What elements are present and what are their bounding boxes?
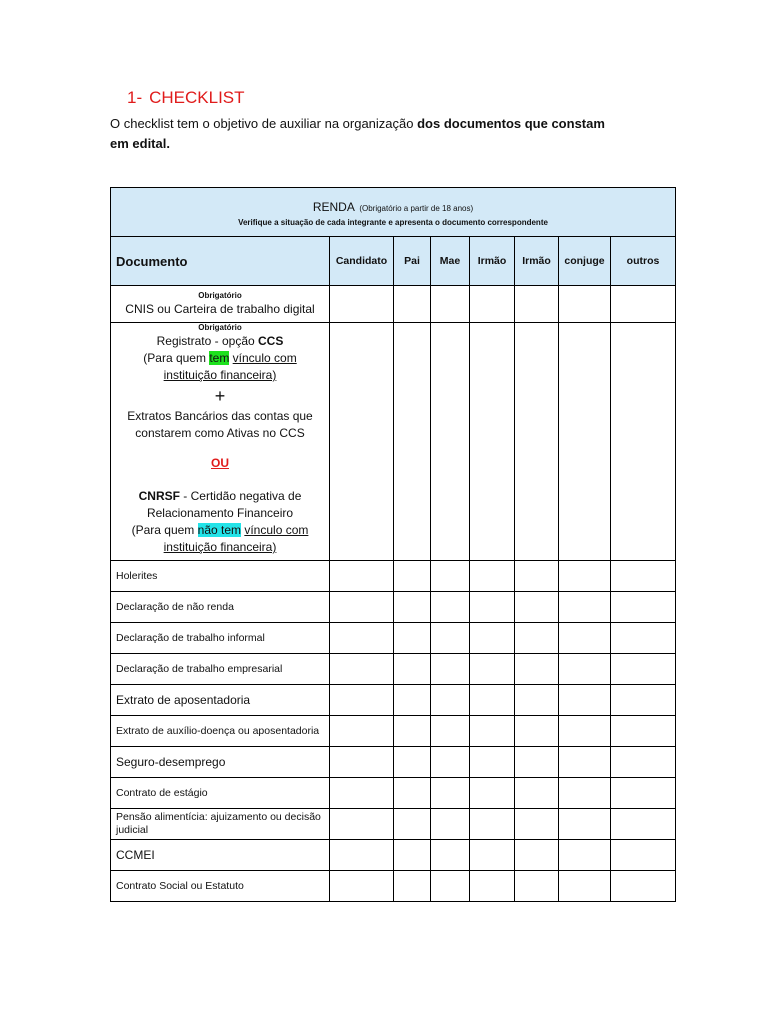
document-cell: Pensão alimentícia: ajuizamento ou decisão judicial <box>111 809 330 840</box>
checkbox-cell[interactable] <box>611 716 676 747</box>
checkbox-cell[interactable] <box>394 716 431 747</box>
checkbox-cell[interactable] <box>611 840 676 871</box>
checkbox-cell[interactable] <box>515 561 559 592</box>
checkbox-cell[interactable] <box>394 685 431 716</box>
checkbox-cell[interactable] <box>559 323 611 561</box>
cnrsf-text: - Certidão negativa de <box>179 489 302 503</box>
document-cell: Declaração de não renda <box>111 592 330 623</box>
renda-title: RENDA <box>312 199 355 214</box>
renda-subtitle: Verifique a situação de cada integrante e apresenta o documento correspondente <box>238 217 548 227</box>
checkbox-cell[interactable] <box>431 623 470 654</box>
column-header: Pai <box>394 237 431 286</box>
instituicao-text: instituição financeira) <box>163 368 277 382</box>
checkbox-cell[interactable] <box>515 323 559 561</box>
checkbox-cell[interactable] <box>559 747 611 778</box>
intro-paragraph <box>110 114 610 154</box>
checkbox-cell[interactable] <box>330 323 394 561</box>
checkbox-cell[interactable] <box>431 654 470 685</box>
checkbox-cell[interactable] <box>515 592 559 623</box>
checkbox-cell[interactable] <box>611 747 676 778</box>
checkbox-cell[interactable] <box>431 592 470 623</box>
checkbox-cell[interactable] <box>330 778 394 809</box>
checkbox-cell[interactable] <box>559 592 611 623</box>
section-heading <box>127 88 245 108</box>
mandatory-label: Obrigatório <box>198 290 242 300</box>
checkbox-cell[interactable] <box>470 654 515 685</box>
table-row <box>111 747 676 778</box>
checkbox-cell[interactable] <box>330 561 394 592</box>
checkbox-cell[interactable] <box>470 286 515 323</box>
plus-sign: + <box>214 386 226 406</box>
checkbox-cell[interactable] <box>330 809 394 840</box>
ou-label: OU <box>211 456 229 470</box>
checkbox-cell[interactable] <box>559 561 611 592</box>
checkbox-cell[interactable] <box>330 592 394 623</box>
checkbox-cell[interactable] <box>431 871 470 902</box>
document-cell: Declaração de trabalho informal <box>111 623 330 654</box>
cnrsf-bold: CNRSF <box>138 489 180 503</box>
checkbox-cell[interactable] <box>559 286 611 323</box>
para-quem-text-2: (Para quem <box>131 523 198 537</box>
table-row <box>111 323 676 561</box>
ccs-bold: CCS <box>258 334 284 348</box>
checkbox-cell[interactable] <box>559 871 611 902</box>
instituicao-text-2: instituição financeira) <box>163 540 277 554</box>
table-row <box>111 592 676 623</box>
table-row <box>111 654 676 685</box>
renda-note: (Obrigatório a partir de 18 anos) <box>359 203 474 213</box>
document-cell: Seguro-desemprego <box>111 747 330 778</box>
checkbox-cell[interactable] <box>431 747 470 778</box>
checkbox-cell[interactable] <box>559 809 611 840</box>
checkbox-cell[interactable] <box>611 685 676 716</box>
checkbox-cell[interactable] <box>470 716 515 747</box>
checkbox-cell[interactable] <box>470 685 515 716</box>
checkbox-cell[interactable] <box>611 323 676 561</box>
column-header-row <box>111 237 676 286</box>
checkbox-cell[interactable] <box>470 809 515 840</box>
document-cell: CCMEI <box>111 840 330 871</box>
document-cell: Extrato de aposentadoria <box>111 685 330 716</box>
checkbox-cell[interactable] <box>394 623 431 654</box>
registrato-text: Registrato - opção <box>156 334 259 348</box>
checkbox-cell[interactable] <box>470 561 515 592</box>
document-cell: Contrato de estágio <box>111 778 330 809</box>
checkbox-cell[interactable] <box>611 871 676 902</box>
checkbox-cell[interactable] <box>330 286 394 323</box>
checkbox-cell[interactable] <box>431 778 470 809</box>
table-row <box>111 561 676 592</box>
checkbox-cell[interactable] <box>611 286 676 323</box>
checkbox-cell[interactable] <box>330 871 394 902</box>
para-quem-text: (Para quem <box>143 351 210 365</box>
checkbox-cell[interactable] <box>394 840 431 871</box>
column-header: Irmão <box>515 237 559 286</box>
checkbox-cell[interactable] <box>470 871 515 902</box>
checklist-table <box>110 187 676 902</box>
intro-text: O checklist tem o objetivo de auxiliar na organização <box>110 116 418 131</box>
checkbox-cell[interactable] <box>515 809 559 840</box>
checkbox-cell[interactable] <box>330 654 394 685</box>
document-cell: Holerites <box>111 561 330 592</box>
checkbox-cell[interactable] <box>394 871 431 902</box>
checkbox-cell[interactable] <box>515 286 559 323</box>
checkbox-cell[interactable] <box>470 778 515 809</box>
column-header: Candidato <box>330 237 394 286</box>
checkbox-cell[interactable] <box>515 685 559 716</box>
checkbox-cell[interactable] <box>470 592 515 623</box>
checkbox-cell[interactable] <box>559 623 611 654</box>
checkbox-cell[interactable] <box>330 685 394 716</box>
table-row <box>111 840 676 871</box>
checkbox-cell[interactable] <box>394 323 431 561</box>
document-label: CNIS ou Carteira de trabalho digital <box>125 301 315 316</box>
checkbox-cell[interactable] <box>330 716 394 747</box>
checkbox-cell[interactable] <box>611 778 676 809</box>
tem-highlight: tem <box>209 351 230 365</box>
checkbox-cell[interactable] <box>559 654 611 685</box>
checkbox-cell[interactable] <box>330 623 394 654</box>
checkbox-cell[interactable] <box>611 623 676 654</box>
table-row <box>111 871 676 902</box>
section-number: 1- <box>127 88 143 107</box>
table-row <box>111 623 676 654</box>
checkbox-cell[interactable] <box>515 747 559 778</box>
checkbox-cell[interactable] <box>611 561 676 592</box>
relacionamento-text: Relacionamento Financeiro <box>146 506 294 520</box>
table-row <box>111 778 676 809</box>
checkbox-cell[interactable] <box>515 716 559 747</box>
checkbox-cell[interactable] <box>470 840 515 871</box>
checkbox-cell[interactable] <box>559 716 611 747</box>
checkbox-cell[interactable] <box>394 561 431 592</box>
table-row <box>111 286 676 323</box>
checkbox-cell[interactable] <box>431 323 470 561</box>
mandatory-label: Obrigatório <box>198 323 242 332</box>
checkbox-cell[interactable] <box>559 840 611 871</box>
checkbox-cell[interactable] <box>394 592 431 623</box>
checkbox-cell[interactable] <box>394 778 431 809</box>
checkbox-cell[interactable] <box>515 778 559 809</box>
vinculo-text-2: vínculo com <box>244 523 309 537</box>
extratos-text: Extratos Bancários das contas que <box>127 409 313 423</box>
document-cell: Declaração de trabalho empresarial <box>111 654 330 685</box>
extratos-text-2: constarem como Ativas no CCS <box>135 426 305 440</box>
checkbox-cell[interactable] <box>394 654 431 685</box>
checkbox-cell[interactable] <box>431 809 470 840</box>
checkbox-cell[interactable] <box>515 871 559 902</box>
section-title: CHECKLIST <box>149 88 245 107</box>
table-row <box>111 685 676 716</box>
column-header: Mae <box>431 237 470 286</box>
checkbox-cell[interactable] <box>431 685 470 716</box>
checkbox-cell[interactable] <box>431 561 470 592</box>
checkbox-cell[interactable] <box>470 747 515 778</box>
checkbox-cell[interactable] <box>431 840 470 871</box>
nao-tem-highlight: não tem <box>197 523 241 537</box>
checkbox-cell[interactable] <box>515 623 559 654</box>
checkbox-cell[interactable] <box>394 286 431 323</box>
document-cell <box>111 286 330 323</box>
checkbox-cell[interactable] <box>431 286 470 323</box>
checkbox-cell[interactable] <box>611 592 676 623</box>
document-cell: Contrato Social ou Estatuto <box>111 871 330 902</box>
intro-bold-text: dos documentos que constam em edital. <box>110 116 605 151</box>
column-header: conjuge <box>559 237 611 286</box>
checkbox-cell[interactable] <box>431 716 470 747</box>
column-header: outros <box>611 237 676 286</box>
document-cell: Extrato de auxílio-doença ou aposentadoria <box>111 716 330 747</box>
checkbox-cell[interactable] <box>470 323 515 561</box>
table-row <box>111 809 676 840</box>
checkbox-cell[interactable] <box>330 840 394 871</box>
checkbox-cell[interactable] <box>515 654 559 685</box>
table-row <box>111 716 676 747</box>
checkbox-cell[interactable] <box>611 809 676 840</box>
checkbox-cell[interactable] <box>394 809 431 840</box>
checkbox-cell[interactable] <box>394 747 431 778</box>
checkbox-cell[interactable] <box>611 654 676 685</box>
vinculo-text: vínculo com <box>232 351 297 365</box>
checkbox-cell[interactable] <box>330 747 394 778</box>
checkbox-cell[interactable] <box>559 778 611 809</box>
column-header: Irmão <box>470 237 515 286</box>
column-header: Documento <box>111 237 330 286</box>
renda-header <box>111 188 676 237</box>
checkbox-cell[interactable] <box>470 623 515 654</box>
checkbox-cell[interactable] <box>559 685 611 716</box>
checkbox-cell[interactable] <box>515 840 559 871</box>
document-cell <box>111 323 330 561</box>
